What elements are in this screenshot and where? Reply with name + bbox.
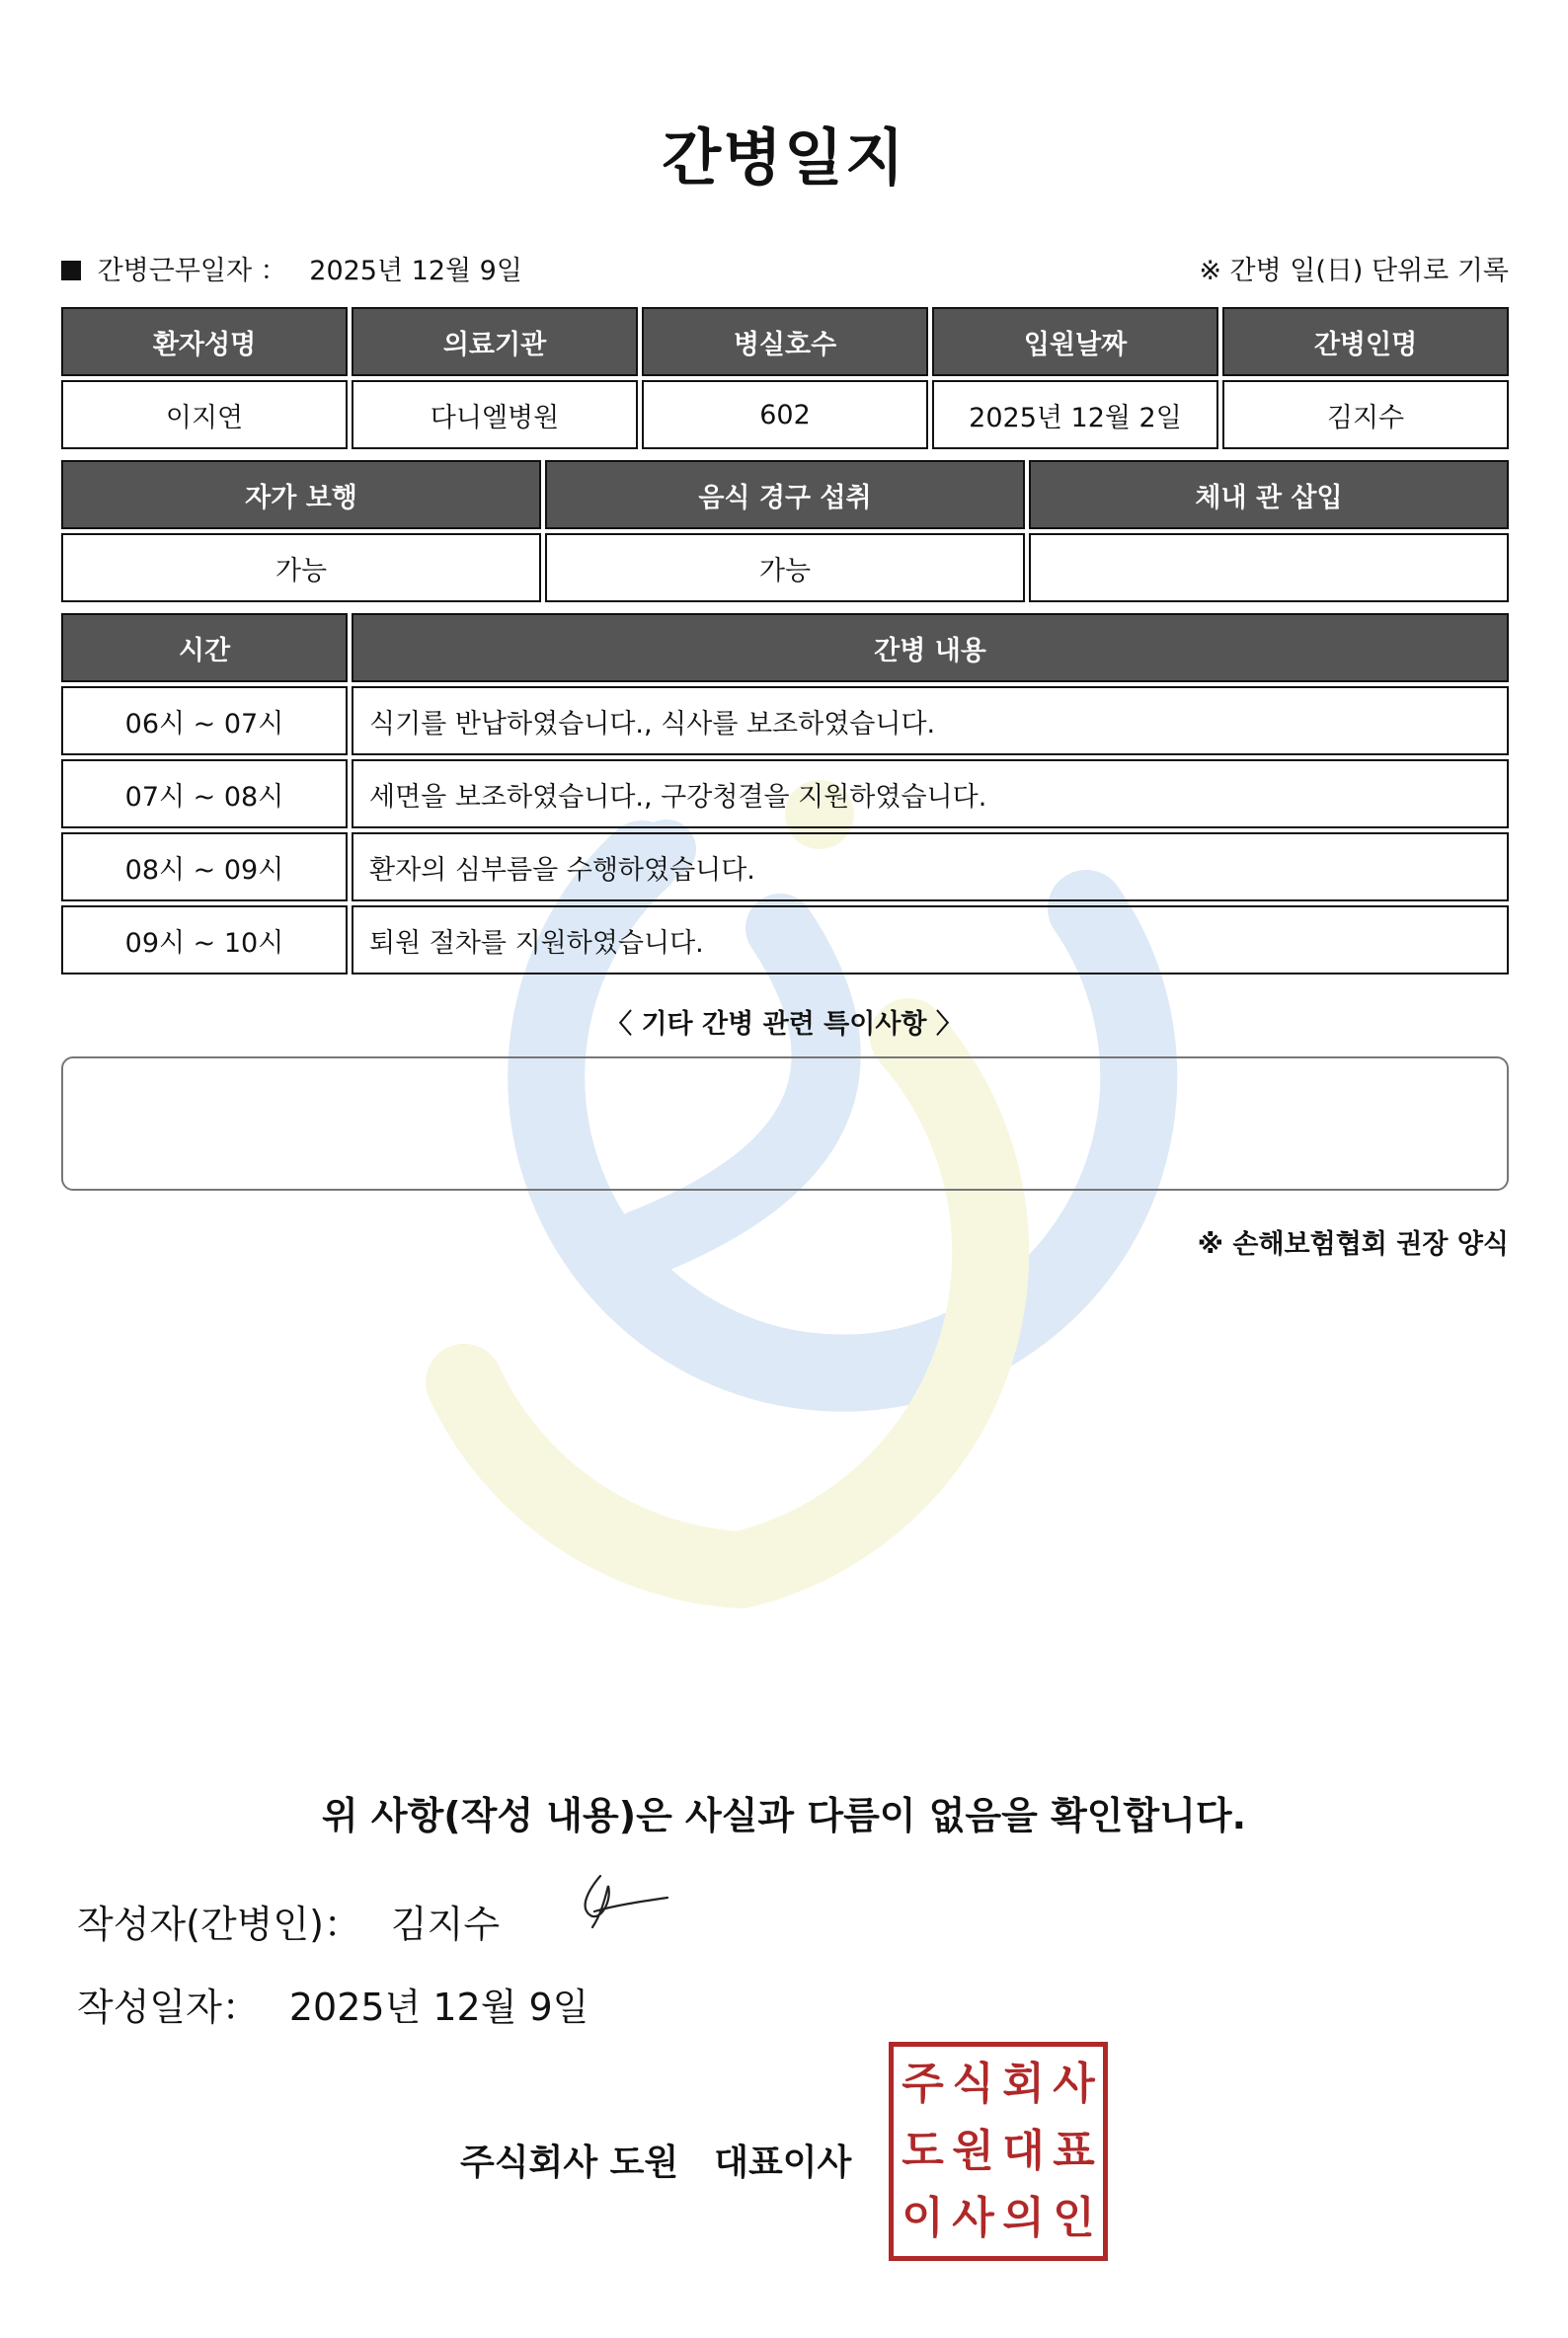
- recommend-note: ※ 손해보험협회 권장 양식: [1197, 1229, 1509, 1260]
- care-content-cell: 퇴원 절차를 지원하였습니다.: [352, 905, 1509, 974]
- patient-name-value: 이지연: [61, 380, 348, 449]
- care-content-cell: 세면을 보조하였습니다., 구강청결을 지원하였습니다.: [352, 759, 1509, 828]
- room-number-value: 602: [642, 380, 928, 449]
- handwritten-signature: [575, 1872, 673, 1931]
- confirmation-statement: 위 사항(작성 내용)은 사실과 다름이 없음을 확인합니다.: [321, 1794, 1247, 1837]
- care-time-cell: 06시 ~ 07시: [61, 686, 348, 755]
- written-date-value: 2025년 12월 9일: [288, 1986, 589, 2029]
- header-admission-date: 입원날짜: [932, 307, 1218, 376]
- header-caregiver-name: 간병인명: [1222, 307, 1509, 376]
- admission-date-value: 2025년 12월 2일: [932, 380, 1218, 449]
- work-date-line: [61, 249, 522, 287]
- care-time-cell: 08시 ~ 09시: [61, 832, 348, 901]
- written-date-label: 작성일자：: [77, 1986, 260, 2029]
- header-time: 시간: [61, 613, 348, 682]
- care-content-table: [61, 613, 1509, 974]
- header-oral-intake: 음식 경구 섭취: [545, 460, 1025, 529]
- header-care-content: 간병 내용: [352, 613, 1509, 682]
- writer-name: 김지수: [390, 1903, 501, 1946]
- company-seal-stamp: 주 식 회 사 도 원 대 표 이 사 의 인: [889, 2042, 1108, 2261]
- writer-line: [77, 1894, 500, 1948]
- caregiver-name-value: 김지수: [1222, 380, 1509, 449]
- patient-info-table: [61, 307, 1509, 449]
- writer-label: 작성자(간병인)：: [77, 1903, 361, 1946]
- unit-note: ※ 간병 일(日) 단위로 기록: [1199, 256, 1509, 286]
- ceo-title: 대표이사: [714, 2143, 852, 2183]
- square-bullet-icon: [61, 261, 81, 280]
- company-line: [460, 2135, 851, 2185]
- header-hospital: 의료기관: [352, 307, 638, 376]
- oral-intake-value: 가능: [545, 533, 1025, 602]
- company-name: 주식회사 도원: [460, 2143, 679, 2183]
- header-patient-name: 환자성명: [61, 307, 348, 376]
- care-time-cell: 07시 ~ 08시: [61, 759, 348, 828]
- tube-insertion-value: [1029, 533, 1509, 602]
- care-time-cell: 09시 ~ 10시: [61, 905, 348, 974]
- hospital-value: 다니엘병원: [352, 380, 638, 449]
- work-date-label: 간병근무일자 ：: [97, 256, 287, 286]
- header-self-walking: 자가 보행: [61, 460, 541, 529]
- written-date-line: [77, 1977, 588, 2031]
- self-walking-value: 가능: [61, 533, 541, 602]
- care-content-cell: 환자의 심부름을 수행하였습니다.: [352, 832, 1509, 901]
- work-date-value: 2025년 12월 9일: [309, 256, 522, 286]
- patient-status-table: [61, 460, 1509, 602]
- header-room-number: 병실호수: [642, 307, 928, 376]
- header-tube-insertion: 체내 관 삽입: [1029, 460, 1509, 529]
- care-content-cell: 식기를 반납하였습니다., 식사를 보조하였습니다.: [352, 686, 1509, 755]
- special-notes-box: [61, 1056, 1509, 1191]
- page-title: 간병일지: [662, 121, 906, 194]
- special-notes-label: 〈 기타 간병 관련 특이사항 〉: [605, 1009, 963, 1040]
